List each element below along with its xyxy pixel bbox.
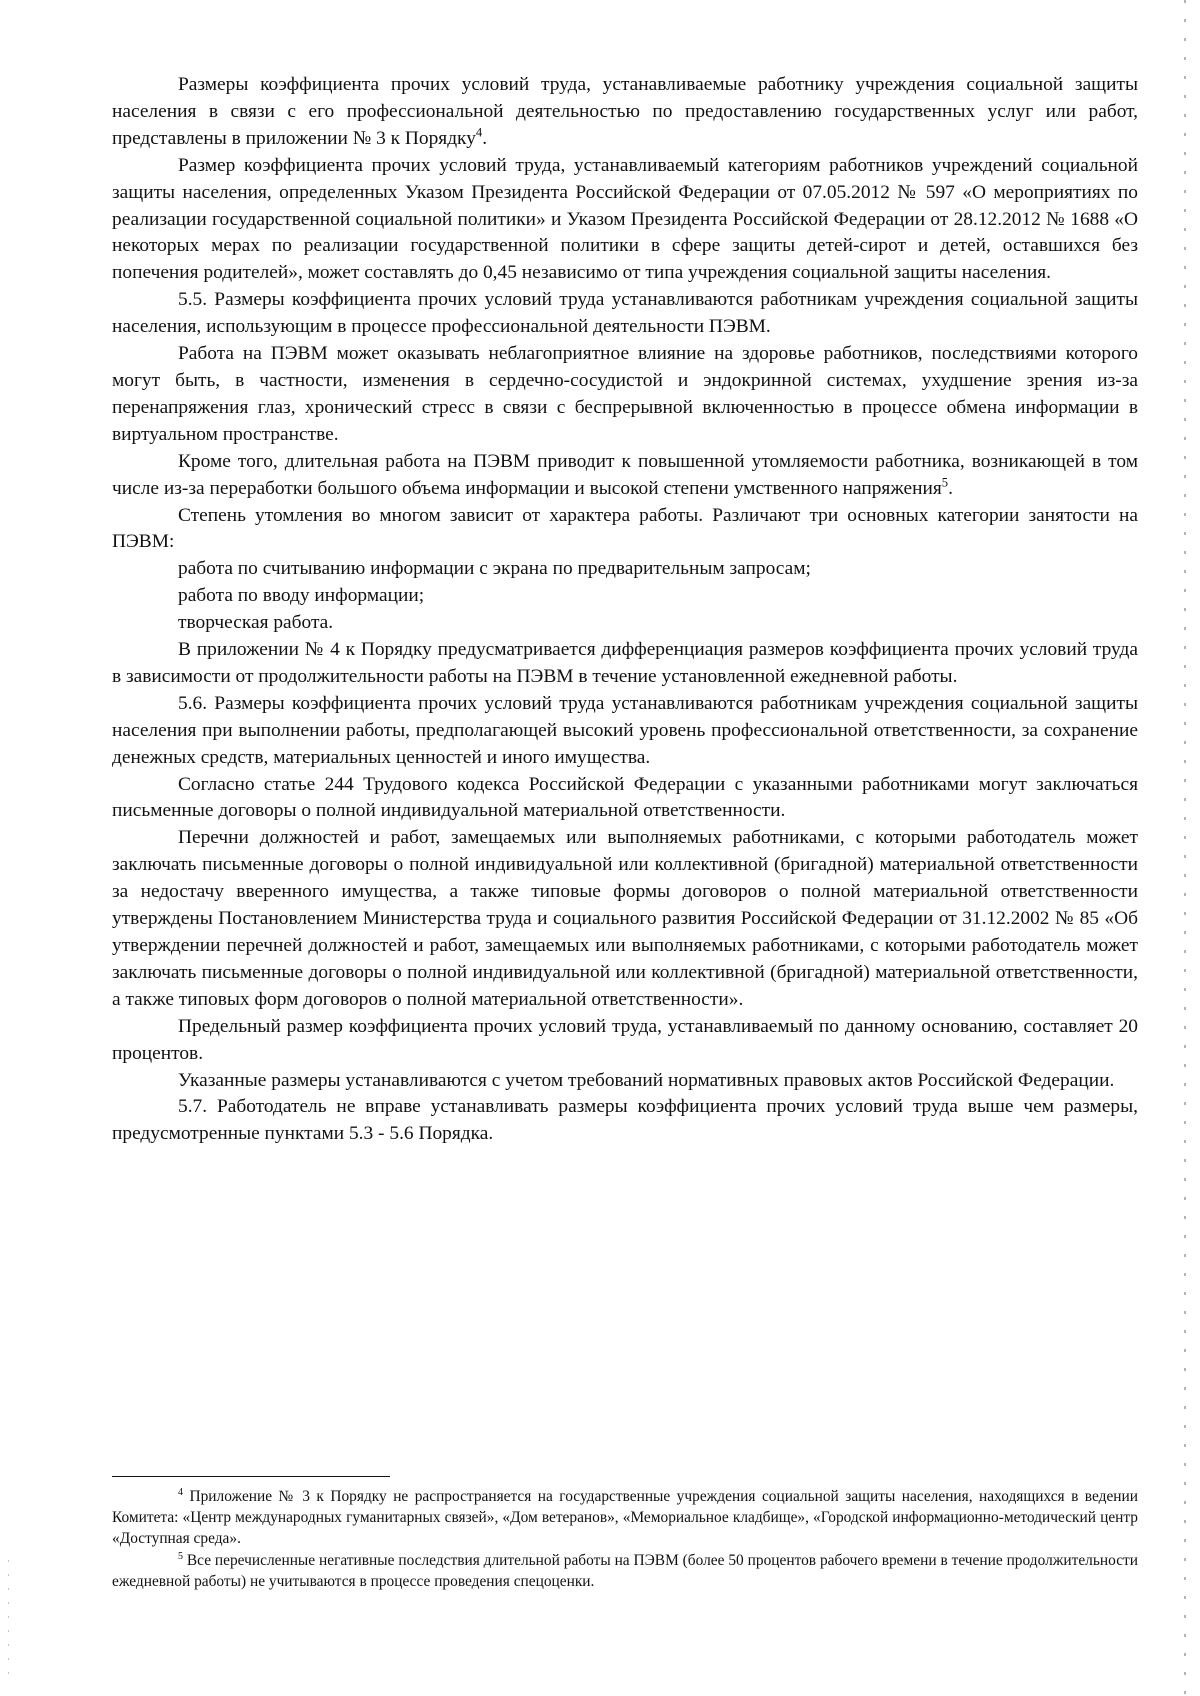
paragraph-appendix-4: В приложении № 4 к Порядку предусматривается дифференциация размеров коэффициента прочих условий труда в зависимости от продолжительности работы на ПЭВМ в течение установленной ежедневной работы.	[112, 639, 1138, 687]
paragraph-requirements: Указанные размеры устанавливаются с учетом требований нормативных правовых актов Российской Федерации.	[178, 1069, 1115, 1091]
paragraph-5-7: 5.7. Работодатель не вправе устанавливать размеры коэффициента прочих условий труда выше чем размеры, предусмотренные пунктами 5.3 - 5.6 Порядка.	[112, 1096, 1138, 1145]
paragraph-5-6: 5.6. Размеры коэффициента прочих условий труда устанавливаются работникам учреждения социальной защиты населения при выполнении работы, предполагающей высокий уровень профессиональной ответственности, за сохранение денежных средств, материальных ценностей и иного имущества.	[112, 692, 1138, 768]
paragraph-max-coefficient: Предельный размер коэффициента прочих условий труда, устанавливаемый по данному основанию, составляет 20 процентов.	[112, 1015, 1138, 1064]
footnotes	[112, 1486, 1138, 1592]
paragraph-pevm-health: Работа на ПЭВМ может оказывать неблагоприятное влияние на здоровье работников, последствиями которого могут быть, в частности, изменения в сердечно-сосудистой и эндокринной системах, ухудшение зрения из-за перенапряжения глаз, хронический стресс в связи с беспрерывной включенностью в процессе обмена информации в виртуальном пространстве.	[112, 343, 1138, 445]
footnote-ref-5[interactable]: 5	[941, 475, 949, 490]
document-body	[112, 72, 1138, 1148]
footnote-mark-4: 4	[178, 1486, 183, 1498]
footnote-ref-4[interactable]: 4	[475, 125, 483, 140]
paragraph-position-lists: Перечни должностей и работ, замещаемых или выполняемых работниками, с которыми работодатель может заключать письменные договоры о полной индивидуальной или коллективной (бригадной) материальной ответственности за недостачу вверенного имущества, а также типовые формы договоров о полной материальной ответственности утверждены Постановлением Министерства труда и социального развития Российской Федерации от 31.12.2002 № 85 «Об утверждении перечней должностей и работ, замещаемых или выполняемых работниками, с которыми работодатель может заключать письменные договоры о полной индивидуальной или коллективной (бригадной) материальной ответственности, а также типовых форм договоров о полной материальной ответственности».	[112, 827, 1138, 1010]
footnote-mark-5: 5	[178, 1550, 183, 1562]
footnote-4: $^4$ Приложение № 3 к Порядку не распространяется на государственные учреждения социальной защиты населения, находящихся в ведении Комитета: «Центр международных гуманитарных связей», «Дом ветеранов», «Мемориальное кладбище», «Городской информационно-методический центр «Доступная среда».	[112, 1486, 1138, 1548]
scan-edge-right	[1184, 0, 1186, 1696]
paragraph-pevm-fatigue: Кроме того, длительная работа на ПЭВМ приводит к повышенной утомляемости работника, возникающей в том числе из-за переработки большого объема информации и высокой степени умственного напряжения$^5$.	[112, 450, 1138, 499]
paragraph-coefficient-appendix-3: Размеры коэффициента прочих условий труда, устанавливаемые работнику учреждения социальной защиты населения в связи с его профессиональной деятельностью по предоставлению государственных услуг или работ, представлены в приложении № 3 к Порядку$^4$.	[112, 74, 1138, 149]
paragraph-article-244: Согласно статье 244 Трудового кодекса Российской Федерации с указанными работниками могут заключаться письменные договоры о полной индивидуальной материальной ответственности.	[112, 773, 1138, 822]
footnote-separator	[112, 1476, 390, 1477]
scan-edge-left	[8, 1560, 9, 1680]
list-item-input: работа по вводу информации;	[178, 585, 425, 607]
list-item-creative: творческая работа.	[178, 612, 334, 634]
paragraph-5-5: 5.5. Размеры коэффициента прочих условий труда устанавливаются работникам учреждения социальной защиты населения, использующим в процессе профессиональной деятельности ПЭВМ.	[112, 289, 1138, 338]
paragraph-coefficient-categories: Размер коэффициента прочих условий труда, устанавливаемый категориям работников учреждений социальной защиты населения, определенных Указом Президента Российской Федерации от 07.05.2012 № 597 «О мероприятиях по реализации государственной социальной политики» и Указом Президента Российской Федерации от 28.12.2012 № 1688 «О некоторых мерах по реализации государственной политики в сфере защиты детей-сирот и детей, оставшихся без попечения родителей», может составлять до 0,45 независимо от типа учреждения социальной защиты населения.	[112, 154, 1138, 284]
footnote-5: $^5$ Все перечисленные негативные последствия длительной работы на ПЭВМ (более 50 процентов рабочего времени в течение продолжительности ежедневной работы) не учитываются в процессе проведения спецоценки.	[112, 1550, 1138, 1590]
paragraph-employment-categories: Степень утомления во многом зависит от характера работы. Различают три основных категории занятости на ПЭВМ:	[112, 504, 1138, 553]
list-item-reading: работа по считыванию информации с экрана по предварительным запросам;	[178, 558, 811, 580]
